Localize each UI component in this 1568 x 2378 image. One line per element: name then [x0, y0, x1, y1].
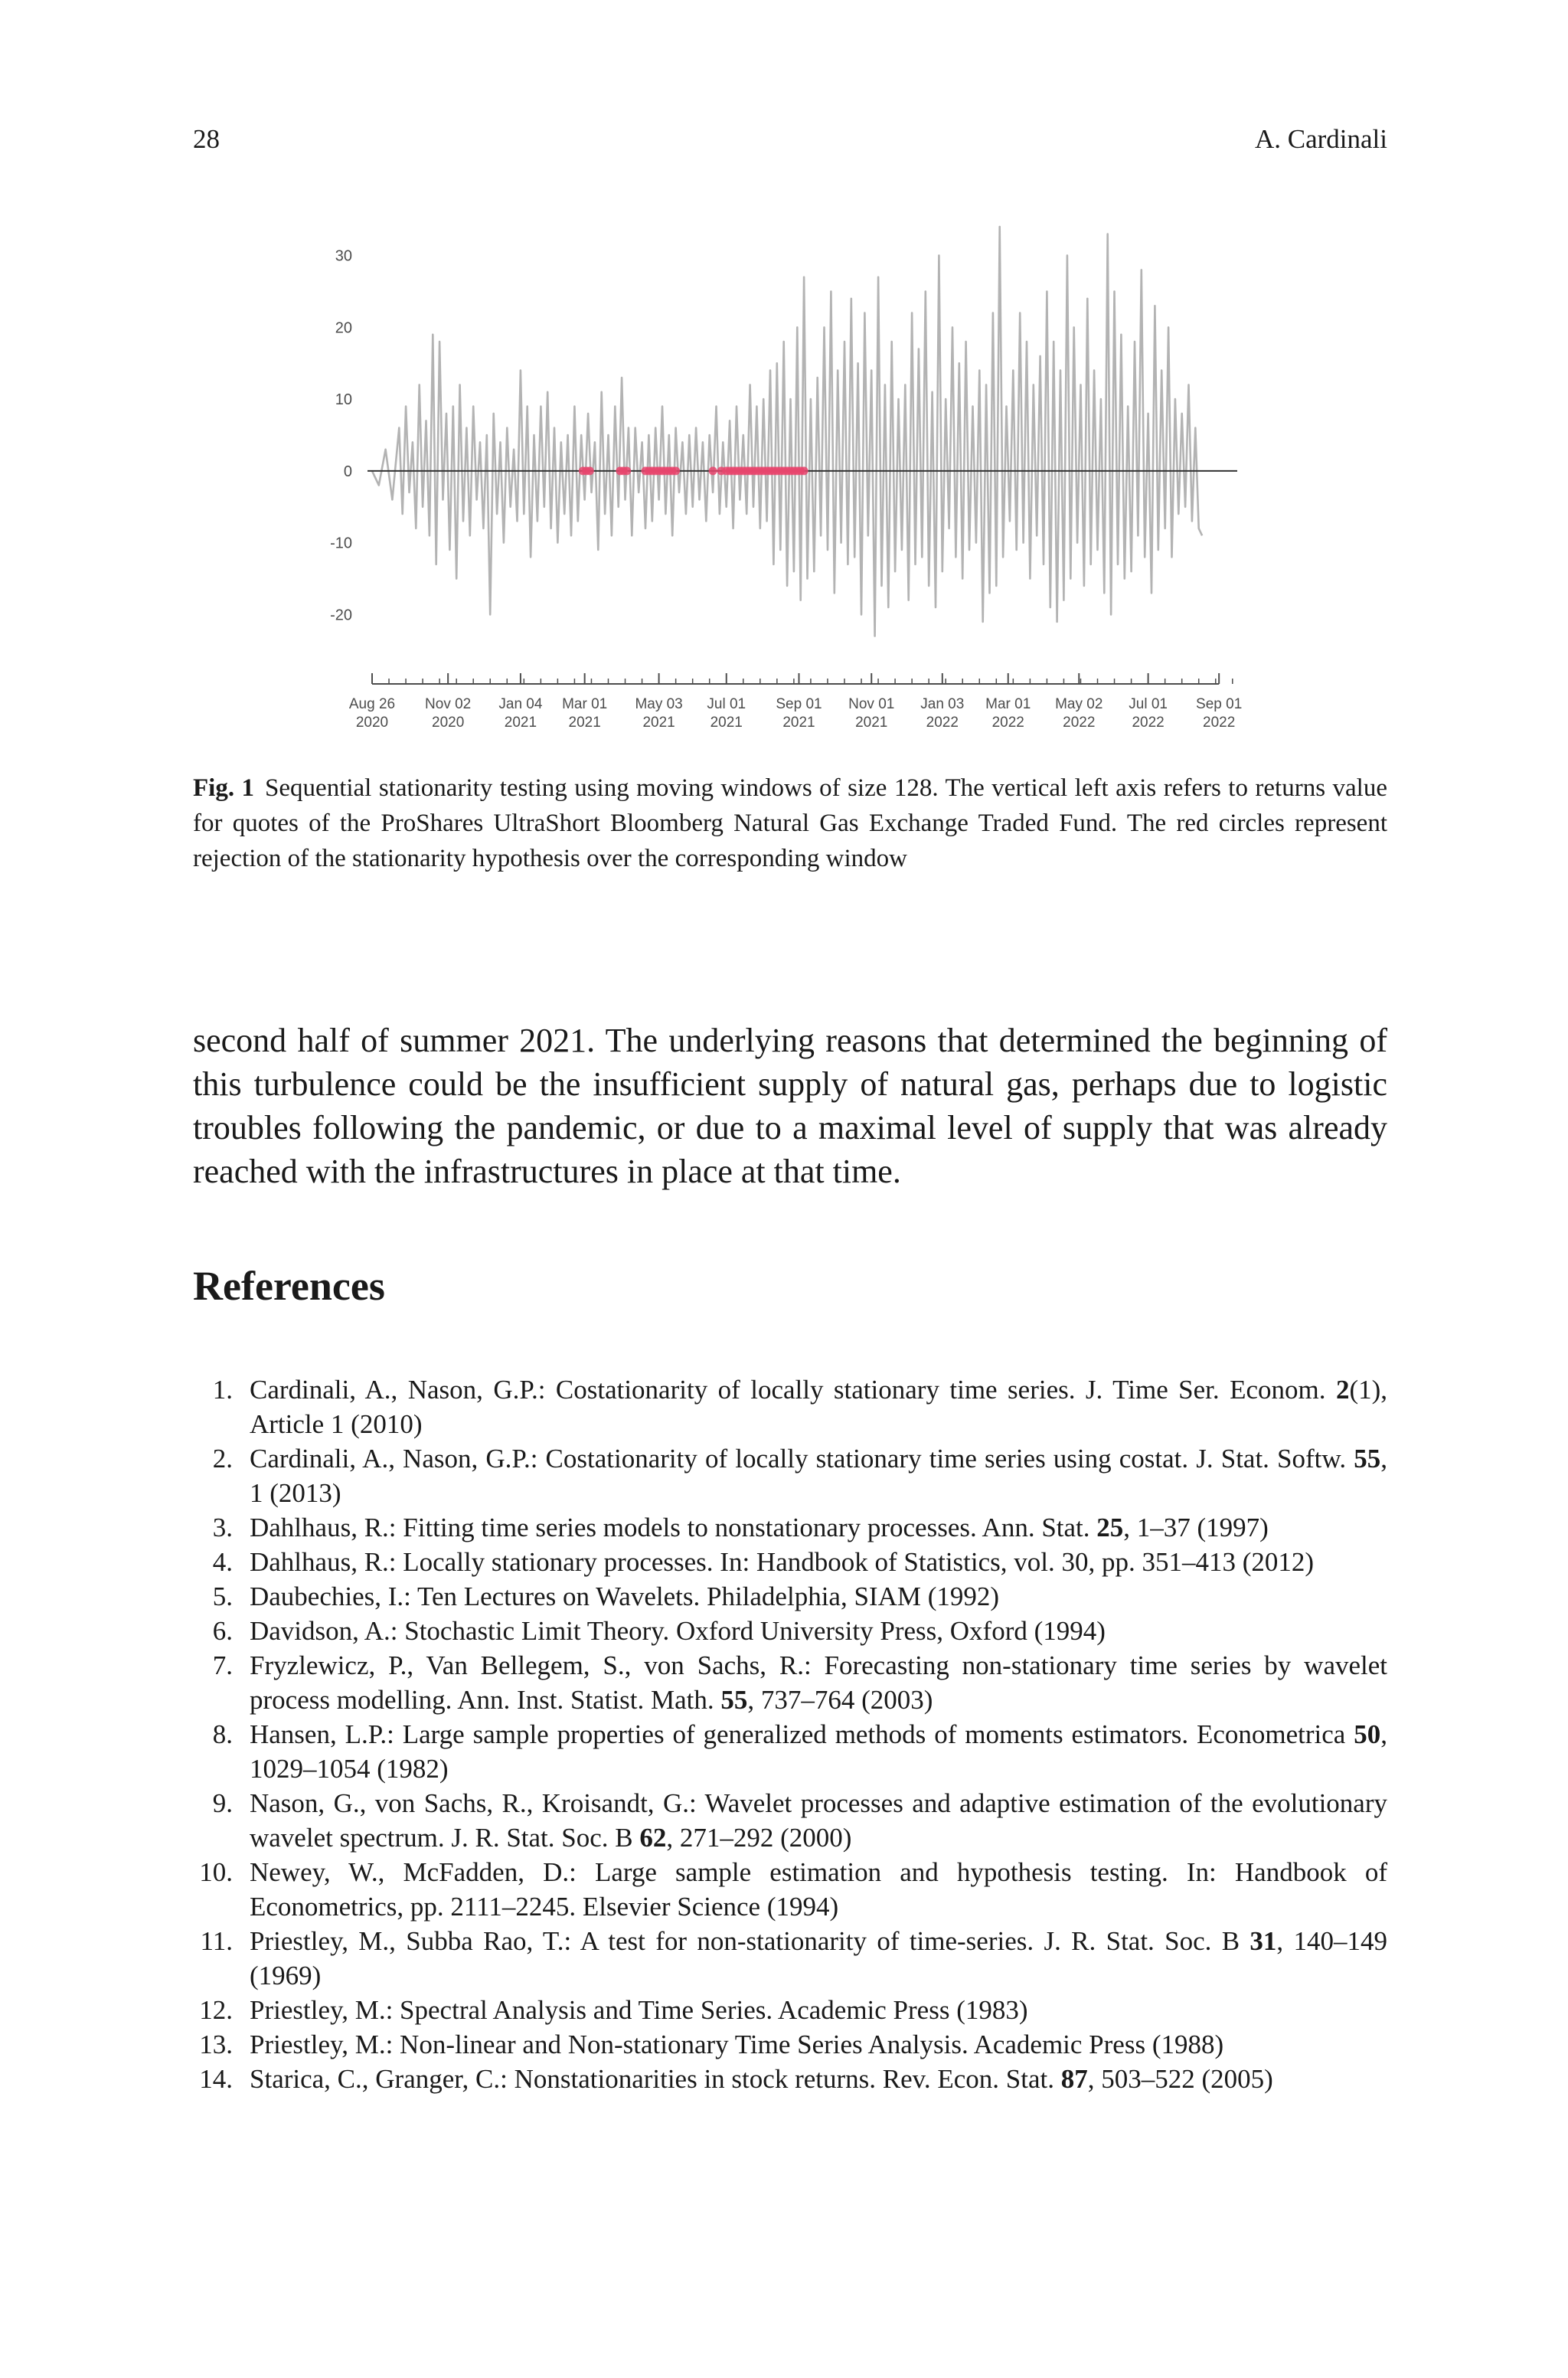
- reference-number: 14.: [199, 2064, 233, 2094]
- figure-label: Fig. 1: [193, 774, 255, 802]
- reference-text: Priestley, M.: Spectral Analysis and Time Series. Academic Press (1983): [250, 1995, 1028, 2025]
- reference-item: [193, 2062, 1387, 2096]
- y-tick-label: 30: [335, 247, 352, 265]
- reference-item: [193, 1786, 1387, 1855]
- reference-number: 9.: [212, 1788, 233, 1818]
- reference-item: [193, 1545, 1387, 1579]
- figure-caption-text: Sequential stationarity testing using moving windows of size 128. The vertical left axis refers to returns value for quotes of the ProShares UltraShort Bloomberg Natural Gas Exchange Traded Fund. The red circles represent rejection of the stationarity hypothesis over the corresponding window: [193, 774, 1387, 872]
- reference-volume: 87: [1060, 2064, 1088, 2094]
- rejection-point: [709, 466, 717, 475]
- x-tick-label-date: Jan 03: [920, 696, 965, 712]
- x-tick-label-year: 2021: [642, 715, 675, 731]
- x-tick-label-year: 2022: [991, 715, 1024, 731]
- x-axis: [349, 673, 1242, 731]
- x-tick-label-year: 2022: [1132, 715, 1165, 731]
- x-tick-label-year: 2021: [855, 715, 888, 731]
- reference-item: [193, 1855, 1387, 1924]
- reference-number: 1.: [212, 1375, 233, 1405]
- reference-text: Hansen, L.P.: Large sample properties of generalized methods of moments estimators. Econometrica 50, 1029–1054 (1982): [250, 1719, 1387, 1784]
- reference-item: [193, 1614, 1387, 1648]
- x-tick-label-year: 2021: [710, 715, 743, 731]
- running-head: [193, 124, 1387, 162]
- reference-number: 11.: [200, 1926, 233, 1956]
- y-axis: [330, 248, 352, 624]
- reference-text: Dahlhaus, R.: Fitting time series models to nonstationary processes. Ann. Stat. 25, 1–37 (1997): [250, 1513, 1269, 1542]
- figure-caption: [193, 770, 1387, 876]
- reference-number: 4.: [212, 1547, 233, 1577]
- reference-number: 13.: [199, 2030, 233, 2059]
- reference-number: 12.: [199, 1995, 233, 2025]
- reference-volume: 2: [1335, 1375, 1350, 1405]
- x-tick-label-year: 2022: [1063, 715, 1096, 731]
- reference-text: Cardinali, A., Nason, G.P.: Costationarity of locally stationary time series. J. Time Ser. Econom. 2(1), Article 1 (2010): [250, 1375, 1387, 1439]
- series-line-returns: [372, 227, 1202, 636]
- reference-item: [193, 1510, 1387, 1545]
- y-tick-label: -10: [330, 535, 352, 552]
- reference-volume: 55: [720, 1685, 748, 1715]
- reference-number: 2.: [212, 1444, 233, 1474]
- rejection-point: [622, 466, 631, 475]
- x-tick-label-date: May 02: [1055, 696, 1103, 712]
- x-tick-label-year: 2021: [782, 715, 815, 731]
- references-heading: References: [193, 1263, 385, 1309]
- reference-volume: 50: [1354, 1719, 1381, 1749]
- x-tick-label-year: 2021: [504, 715, 537, 731]
- x-tick-label-date: Mar 01: [985, 696, 1031, 712]
- reference-item: [193, 1372, 1387, 1441]
- x-tick-label-date: Nov 02: [425, 696, 472, 712]
- reference-text: Daubechies, I.: Ten Lectures on Wavelets. Philadelphia, SIAM (1992): [250, 1582, 1000, 1611]
- reference-item: [193, 1579, 1387, 1614]
- reference-volume: 55: [1354, 1444, 1381, 1474]
- reference-text: Fryzlewicz, P., Van Bellegem, S., von Sachs, R.: Forecasting non-stationary time series by wavelet process modelling. Ann. Inst. Statist. Math. 55, 737–764 (2003): [250, 1650, 1387, 1715]
- x-tick-label-date: Jan 04: [498, 696, 543, 712]
- reference-text: Cardinali, A., Nason, G.P.: Costationarity of locally stationary time series using costat. J. Stat. Softw. 55, 1 (2013): [250, 1444, 1387, 1508]
- y-tick-label: -20: [330, 607, 352, 624]
- y-tick-label: 10: [335, 391, 352, 409]
- reference-item: [193, 2027, 1387, 2062]
- body-paragraph: second half of summer 2021. The underlying reasons that determined the beginning of this turbulence could be the insufficient supply of natural gas, perhaps due to logistic troubles following the pandemic, or due to a maximal level of supply that was already reached with the infrastructures in place at that time.: [193, 1022, 1387, 1190]
- reference-number: 8.: [212, 1719, 233, 1749]
- reference-volume: 31: [1250, 1926, 1277, 1956]
- reference-text: Nason, G., von Sachs, R., Kroisandt, G.: Wavelet processes and adaptive estimation of the evolutionary wavelet spectrum. J. R. Stat. Soc. B 62, 271–292 (2000): [250, 1788, 1387, 1853]
- x-tick-label-date: May 03: [635, 696, 683, 712]
- rejection-point: [800, 466, 808, 475]
- x-tick-label-date: Sep 01: [776, 696, 822, 712]
- reference-text: Davidson, A.: Stochastic Limit Theory. Oxford University Press, Oxford (1994): [250, 1616, 1106, 1646]
- x-tick-label-year: 2022: [926, 715, 959, 731]
- reference-item: [193, 1648, 1387, 1717]
- reference-text: Starica, C., Granger, C.: Nonstationarities in stock returns. Rev. Econ. Stat. 87, 503–522 (2005): [250, 2064, 1273, 2094]
- reference-text: Priestley, M.: Non-linear and Non-stationary Time Series Analysis. Academic Press (1988): [250, 2030, 1224, 2059]
- reference-number: 6.: [212, 1616, 233, 1646]
- reference-volume: 62: [639, 1823, 667, 1853]
- x-tick-label-year: 2020: [355, 715, 389, 731]
- reference-number: 7.: [212, 1650, 233, 1680]
- reference-number: 5.: [212, 1582, 233, 1611]
- series-layer: [372, 227, 1202, 636]
- x-tick-label-date: Mar 01: [562, 696, 608, 712]
- x-tick-label-date: Sep 01: [1196, 696, 1243, 712]
- reference-text: Newey, W., McFadden, D.: Large sample estimation and hypothesis testing. In: Handbook of Econometrics, pp. 2111–2245. Elsevier Science (1994): [250, 1857, 1387, 1922]
- y-tick-label: 20: [335, 319, 352, 337]
- y-tick-label: 0: [343, 463, 352, 480]
- x-tick-label-year: 2022: [1203, 715, 1236, 731]
- reference-item: [193, 1993, 1387, 2027]
- returns-chart: [322, 198, 1263, 749]
- x-tick-label-year: 2020: [432, 715, 465, 731]
- reference-item: [193, 1924, 1387, 1993]
- reference-item: [193, 1717, 1387, 1786]
- reference-number: 3.: [212, 1513, 233, 1542]
- x-tick-label-year: 2021: [568, 715, 601, 731]
- page-number: 28: [193, 124, 220, 154]
- rejection-point: [671, 466, 680, 475]
- reference-text: Dahlhaus, R.: Locally stationary processes. In: Handbook of Statistics, vol. 30, pp. 351–413 (2012): [250, 1547, 1315, 1577]
- x-tick-label-date: Jul 01: [1129, 696, 1168, 712]
- running-author: A. Cardinali: [1254, 124, 1387, 154]
- reference-number: 10.: [199, 1857, 233, 1887]
- reference-text: Priestley, M., Subba Rao, T.: A test for non-stationarity of time-series. J. R. Stat. Soc. B 31, 140–149 (1969): [250, 1926, 1388, 1990]
- x-tick-label-date: Aug 26: [348, 696, 396, 712]
- reference-item: [193, 1441, 1387, 1510]
- x-tick-label-date: Jul 01: [707, 696, 746, 712]
- x-tick-label-date: Nov 01: [848, 696, 895, 712]
- reference-volume: 25: [1096, 1513, 1124, 1542]
- rejection-point: [586, 466, 594, 475]
- reference-list: [193, 1372, 1387, 2096]
